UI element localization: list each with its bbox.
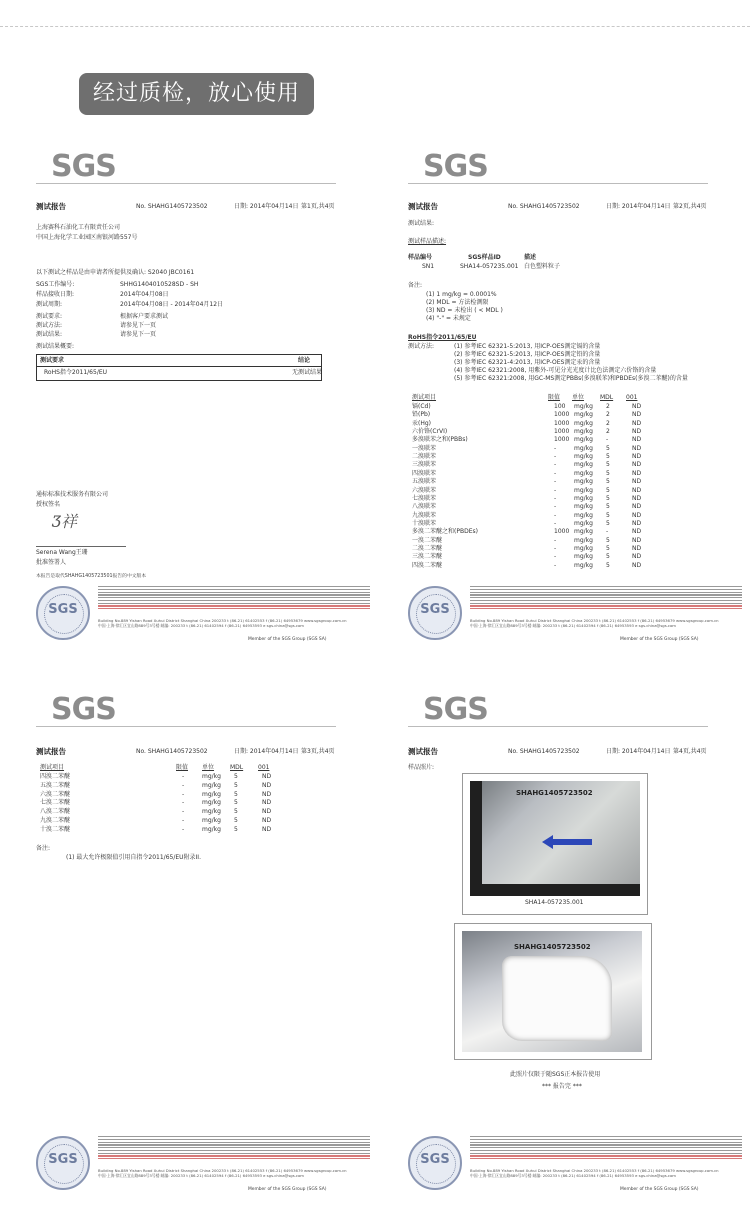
sgs-logo: SGS	[423, 692, 488, 727]
table-cell: mg/kg	[574, 436, 593, 444]
sample-number: SN1	[422, 263, 435, 270]
table-cell: -	[182, 781, 185, 789]
table-cell: mg/kg	[574, 486, 593, 494]
terms-fine-print	[98, 586, 370, 616]
table-cell: ND	[632, 419, 642, 427]
table-cell: mg/kg	[574, 453, 593, 461]
sgs-member-note: Member of the SGS Group (SGS SA)	[248, 637, 327, 642]
photo-report-id: SHAHG1405723502	[516, 789, 593, 797]
page-footer	[408, 586, 746, 644]
terms-fine-print	[98, 1136, 370, 1166]
table-cell: mg/kg	[574, 419, 593, 427]
table-cell: 五溴二苯醚	[40, 781, 71, 789]
table-cell: 六溴联苯	[412, 486, 437, 494]
table-cell: ND	[632, 511, 642, 519]
table-cell: 五溴联苯	[412, 478, 437, 486]
report-title: 测试报告	[408, 202, 438, 211]
table-cell: 5	[234, 773, 238, 780]
table-cell: mg/kg	[202, 825, 221, 833]
table-cell: mg/kg	[574, 444, 593, 452]
field-value: 2014年04月08日	[120, 291, 169, 298]
table-cell: -	[606, 436, 609, 444]
table-cell: mg/kg	[574, 519, 593, 527]
col-unit: 单位	[572, 394, 585, 401]
sgs-member-note: Member of the SGS Group (SGS SA)	[248, 1187, 327, 1192]
photo-statement: 此照片仅限于随SGS正本报告使用	[510, 1071, 601, 1078]
page-footer	[36, 586, 374, 644]
table-cell: 多溴二苯醚之和(PBDEs)	[412, 528, 478, 536]
report-title: 测试报告	[36, 747, 66, 756]
table-cell: 5	[606, 553, 610, 561]
table-cell: 汞(Hg)	[412, 419, 432, 427]
table-cell: mg/kg	[202, 808, 221, 816]
table-cell: 十溴二苯醚	[40, 825, 71, 833]
table-cell: 镉(Cd)	[412, 403, 431, 410]
footer-address: Building No.889 Yishan Road Xuhui District Shanghai China 200233 t (86-21) 61402553 f (86-21) 64953679 www.sgsgroup.com.cn 中国·上海·徐汇区宜山路889号3号楼 邮编: 200233 t (86-21) 61402594 f (86-21) 64953593 e sgs.china@sgs.com	[98, 618, 347, 628]
report-date: 日期: 2014年04月14日	[606, 203, 671, 210]
table-cell: ND	[632, 519, 642, 527]
method-item: (1) 参考IEC 62321-5:2013, 用ICP-OES测定镉的含量	[454, 343, 601, 350]
report-number: No. SHAHG1405723502	[508, 748, 580, 755]
table-cell: ND	[632, 411, 642, 419]
sgs-seal-icon: SGS	[36, 1136, 90, 1190]
table-cell: 5	[606, 494, 610, 502]
sgs-seal-icon: SGS	[408, 1136, 462, 1190]
table-cell: ND	[632, 528, 642, 536]
signer-name: Serena Wang王珊	[36, 549, 88, 556]
sample-id: SHA14-057235.001	[460, 263, 519, 270]
method-item: (5) 参考IEC 62321:2008, 用GC-MS测定PBBs(多溴联苯)和PBDEs(多溴二苯醚)的含量	[454, 375, 688, 382]
report-page-4	[408, 693, 746, 1198]
report-date: 日期: 2014年04月14日	[234, 203, 299, 210]
table-cell: 5	[606, 478, 610, 486]
table-cell: mg/kg	[574, 536, 593, 544]
client-address: 中国上海化学工业园区南银河路557号	[36, 234, 138, 241]
table-cell: -	[554, 503, 557, 511]
summary-cell-conclusion: 无测试结果	[292, 369, 323, 376]
report-date: 日期: 2014年04月14日	[606, 748, 671, 755]
table-cell: 2	[606, 419, 610, 427]
field-label: 测试结果:	[36, 331, 63, 338]
logo-rule	[408, 726, 708, 727]
table-cell: 1000	[554, 428, 570, 436]
table-cell: ND	[632, 428, 642, 436]
table-cell: 5	[606, 519, 610, 527]
table-cell: -	[606, 528, 609, 536]
table-cell: ND	[632, 561, 642, 569]
field-label: 样品接收日期:	[36, 291, 75, 298]
col-result: 001	[626, 394, 638, 401]
table-cell: ND	[262, 773, 272, 780]
table-cell: mg/kg	[574, 511, 593, 519]
col-unit: 单位	[202, 764, 215, 771]
table-cell: 2	[606, 411, 610, 419]
summary-label: 测试结果概要:	[36, 343, 75, 350]
page-indicator: 第4页,共4页	[673, 748, 707, 755]
table-cell: 5	[606, 544, 610, 552]
sgs-logo: SGS	[51, 692, 116, 727]
table-cell: ND	[632, 444, 642, 452]
sample-photo-1	[462, 773, 648, 915]
page-indicator: 第1页,共4页	[301, 203, 335, 210]
table-cell: -	[182, 808, 185, 816]
ruler-vertical	[470, 781, 482, 896]
table-cell: 六溴二苯醚	[40, 790, 71, 798]
field-value: 请参见下一页	[120, 331, 157, 338]
table-cell: 三溴二苯醚	[412, 553, 443, 561]
table-cell: ND	[632, 403, 642, 410]
table-cell: ND	[262, 808, 272, 816]
table-cell: -	[554, 553, 557, 561]
col-limit: 限值	[548, 394, 561, 401]
table-cell: ND	[632, 486, 642, 494]
signature-line	[36, 546, 126, 547]
table-cell: ND	[632, 544, 642, 552]
table-cell: 十溴联苯	[412, 519, 437, 527]
col-limit: 限值	[176, 764, 189, 771]
terms-fine-print	[470, 1136, 742, 1166]
table-cell: 多溴联苯之和(PBBs)	[412, 436, 468, 444]
table-cell: mg/kg	[574, 494, 593, 502]
table-cell: mg/kg	[202, 799, 221, 807]
table-cell: mg/kg	[202, 817, 221, 824]
method-label: 测试方法:	[408, 343, 435, 350]
table-cell: 5	[606, 536, 610, 544]
note-item: (4) "-" = 未规定	[426, 315, 471, 322]
table-cell: 5	[606, 486, 610, 494]
report-title: 测试报告	[408, 747, 438, 756]
table-cell: ND	[632, 478, 642, 486]
field-value: 2014年04月08日 - 2014年04月12日	[120, 301, 224, 308]
table-cell: 四溴联苯	[412, 469, 437, 477]
table-cell: -	[554, 511, 557, 519]
table-cell: ND	[262, 781, 272, 789]
table-cell: -	[554, 486, 557, 494]
table-cell: mg/kg	[574, 553, 593, 561]
client-name: 上海赛科石油化工有限责任公司	[36, 224, 121, 231]
table-cell: 九溴联苯	[412, 511, 437, 519]
table-cell: 5	[606, 461, 610, 469]
table-cell: 四溴二苯醚	[412, 561, 443, 569]
table-cell: -	[182, 817, 185, 824]
summary-cell-requirement: RoHS指令2011/65/EU	[44, 369, 108, 376]
table-cell: 八溴二苯醚	[40, 808, 71, 816]
table-cell: 5	[234, 825, 238, 833]
logo-rule	[36, 183, 336, 184]
table-cell: ND	[632, 503, 642, 511]
replacement-note: 本报告是取代SHAHG1405723501报告的中文版本	[36, 574, 147, 579]
method-item: (2) 参考IEC 62321-5:2013, 用ICP-OES测定铅的含量	[454, 351, 601, 358]
page-indicator: 第2页,共4页	[673, 203, 707, 210]
summary-head-conclusion: 结论	[298, 357, 311, 364]
table-cell: 5	[606, 561, 610, 569]
table-cell: mg/kg	[574, 461, 593, 469]
table-cell: mg/kg	[574, 544, 593, 552]
report-page-2	[408, 150, 746, 655]
table-cell: 六价铬(CrVI)	[412, 428, 448, 436]
rohs-heading: RoHS指令2011/65/EU	[408, 334, 477, 341]
note-item: (1) 1 mg/kg = 0.0001%	[426, 291, 497, 298]
table-cell: 铅(Pb)	[412, 411, 431, 419]
summary-table-divider	[36, 366, 322, 367]
summary-head-requirement: 测试要求	[40, 357, 65, 364]
report-end: *** 报告完 ***	[542, 1083, 582, 1090]
sgs-member-note: Member of the SGS Group (SGS SA)	[620, 1187, 699, 1192]
table-cell: ND	[632, 436, 642, 444]
table-cell: ND	[632, 553, 642, 561]
logo-rule	[408, 183, 708, 184]
table-cell: -	[182, 799, 185, 807]
field-label: 测试要求:	[36, 313, 63, 320]
field-label: 测试方法:	[36, 322, 63, 329]
table-cell: -	[554, 544, 557, 552]
signature-image: Ʒ祥	[52, 512, 78, 531]
table-cell: 1000	[554, 411, 570, 419]
sample-head-id: SGS样品ID	[468, 254, 501, 261]
signer-title: 批准签署人	[36, 559, 67, 566]
table-cell: mg/kg	[202, 781, 221, 789]
sample-description-label: 测试样品描述:	[408, 238, 447, 245]
sample-head-desc: 描述	[524, 254, 537, 261]
summary-table	[36, 354, 322, 381]
table-cell: -	[554, 494, 557, 502]
table-cell: -	[182, 825, 185, 833]
col-item: 测试项目	[412, 394, 437, 401]
col-mdl: MDL	[230, 764, 244, 771]
table-cell: -	[554, 461, 557, 469]
table-cell: ND	[632, 461, 642, 469]
table-cell: mg/kg	[574, 403, 593, 410]
sample-desc: 白色塑料粒子	[524, 263, 561, 270]
results-label: 测试结果:	[408, 220, 435, 227]
table-cell: mg/kg	[202, 790, 221, 798]
field-value: SHHG1404010528SD - SH	[120, 281, 199, 288]
method-item: (4) 参考IEC 62321:2008, 用紫外-可见分光光度计比色法测定六价铬的含量	[454, 367, 657, 374]
table-cell: 5	[234, 781, 238, 789]
sample-photo-image	[470, 781, 640, 896]
page-indicator: 第3页,共4页	[301, 748, 335, 755]
table-cell: 5	[234, 790, 238, 798]
table-cell: 5	[234, 808, 238, 816]
table-cell: 5	[606, 469, 610, 477]
logo-rule	[36, 726, 336, 727]
note-item: (3) ND = 未检出 ( < MDL )	[426, 307, 503, 314]
ruler-horizontal	[470, 884, 640, 896]
table-cell: 八溴联苯	[412, 503, 437, 511]
table-cell: ND	[262, 790, 272, 798]
photo-report-id: SHAHG1405723502	[514, 943, 591, 951]
sgs-logo: SGS	[423, 149, 488, 184]
table-cell: 二溴联苯	[412, 453, 437, 461]
note-item: (2) MDL = 方法检测限	[426, 299, 489, 306]
table-cell: -	[182, 790, 185, 798]
report-title: 测试报告	[36, 202, 66, 211]
footer-address: Building No.889 Yishan Road Xuhui District Shanghai China 200233 t (86-21) 61402553 f (86-21) 64953679 www.sgsgroup.com.cn 中国·上海·徐汇区宜山路889号3号楼 邮编: 200233 t (86-21) 61402594 f (86-21) 64953593 e sgs.china@sgs.com	[470, 618, 719, 628]
table-cell: 七溴二苯醚	[40, 799, 71, 807]
field-value: 根据客户要求测试	[120, 313, 169, 320]
sample-intro: 以下测试之样品是由申请者所提供及确认: S2040 JBC0161	[36, 269, 195, 276]
table-cell: 100	[554, 403, 566, 410]
table-cell: -	[554, 536, 557, 544]
sample-head-number: 样品编号	[408, 254, 433, 261]
table-cell: 七溴联苯	[412, 494, 437, 502]
table-cell: mg/kg	[574, 528, 593, 536]
table-cell: 2	[606, 403, 610, 410]
top-dashed-divider	[0, 26, 750, 27]
table-cell: -	[554, 561, 557, 569]
table-cell: 5	[606, 453, 610, 461]
table-cell: 5	[606, 444, 610, 452]
table-cell: -	[554, 478, 557, 486]
report-date: 日期: 2014年04月14日	[234, 748, 299, 755]
table-cell: -	[554, 444, 557, 452]
table-cell: 四溴二苯醚	[40, 773, 71, 780]
sample-photo-2	[454, 923, 652, 1060]
arrow-shaft	[552, 839, 592, 845]
page-footer	[36, 1136, 374, 1194]
field-label: SGS工作编号:	[36, 281, 75, 288]
sgs-logo: SGS	[51, 149, 116, 184]
report-page-3	[36, 693, 374, 1198]
table-cell: 2	[606, 428, 610, 436]
sgs-seal-icon: SGS	[36, 586, 90, 640]
table-cell: 1000	[554, 419, 570, 427]
table-cell: mg/kg	[574, 411, 593, 419]
terms-fine-print	[470, 586, 742, 616]
table-cell: 5	[606, 503, 610, 511]
footer-address: Building No.889 Yishan Road Xuhui District Shanghai China 200233 t (86-21) 61402553 f (86-21) 64953679 www.sgsgroup.com.cn 中国·上海·徐汇区宜山路889号3号楼 邮编: 200233 t (86-21) 61402594 f (86-21) 64953593 e sgs.china@sgs.com	[470, 1168, 719, 1178]
photo-label: 样品照片:	[408, 764, 435, 771]
table-cell: 1000	[554, 436, 570, 444]
report-number: No. SHAHG1405723502	[136, 748, 208, 755]
table-cell: 5	[606, 511, 610, 519]
note-item: (1) 最大允许极限值引用自指令2011/65/EU附录II.	[66, 854, 201, 861]
quality-banner: 经过质检，放心使用	[79, 73, 314, 115]
field-label: 测试周期:	[36, 301, 63, 308]
col-result: 001	[258, 764, 270, 771]
table-cell: 一溴二苯醚	[412, 536, 443, 544]
photo-caption: SHA14-057235.001	[525, 899, 584, 906]
table-cell: 二溴二苯醚	[412, 544, 443, 552]
method-item: (3) 参考IEC 62321-4:2013, 用ICP-OES测定汞的含量	[454, 359, 601, 366]
table-cell: mg/kg	[574, 428, 593, 436]
table-cell: mg/kg	[574, 561, 593, 569]
table-cell: ND	[632, 453, 642, 461]
col-item: 测试项目	[40, 764, 65, 771]
table-cell: 5	[234, 817, 238, 824]
table-cell: ND	[262, 799, 272, 807]
report-page-1	[36, 150, 374, 655]
table-cell: mg/kg	[202, 773, 221, 780]
table-cell: ND	[632, 494, 642, 502]
table-cell: ND	[262, 817, 272, 824]
report-number: No. SHAHG1405723502	[508, 203, 580, 210]
table-cell: 九溴二苯醚	[40, 817, 71, 824]
page-footer	[408, 1136, 746, 1194]
table-cell: ND	[262, 825, 272, 833]
sgs-member-note: Member of the SGS Group (SGS SA)	[620, 637, 699, 642]
table-cell: ND	[632, 536, 642, 544]
table-cell: 5	[234, 799, 238, 807]
table-cell: ND	[632, 469, 642, 477]
table-cell: mg/kg	[574, 478, 593, 486]
table-cell: -	[554, 469, 557, 477]
authorized-signature-label: 授权签名	[36, 501, 61, 508]
company-name: 通标标准技术服务有限公司	[36, 491, 109, 498]
sample-photo-image	[462, 931, 642, 1052]
table-cell: 三溴联苯	[412, 461, 437, 469]
field-value: 请参见下一页	[120, 322, 157, 329]
table-cell: -	[554, 453, 557, 461]
table-cell: 1000	[554, 528, 570, 536]
sgs-seal-icon: SGS	[408, 586, 462, 640]
col-mdl: MDL	[600, 394, 614, 401]
table-cell: -	[182, 773, 185, 780]
footer-address: Building No.889 Yishan Road Xuhui District Shanghai China 200233 t (86-21) 61402553 f (86-21) 64953679 www.sgsgroup.com.cn 中国·上海·徐汇区宜山路889号3号楼 邮编: 200233 t (86-21) 61402594 f (86-21) 64953593 e sgs.china@sgs.com	[98, 1168, 347, 1178]
notes-label: 备注:	[408, 282, 423, 289]
notes-label: 备注:	[36, 845, 51, 852]
report-number: No. SHAHG1405723502	[136, 203, 208, 210]
table-cell: -	[554, 519, 557, 527]
sample-bag	[502, 956, 612, 1041]
table-cell: mg/kg	[574, 503, 593, 511]
table-cell: 一溴联苯	[412, 444, 437, 452]
table-cell: mg/kg	[574, 469, 593, 477]
